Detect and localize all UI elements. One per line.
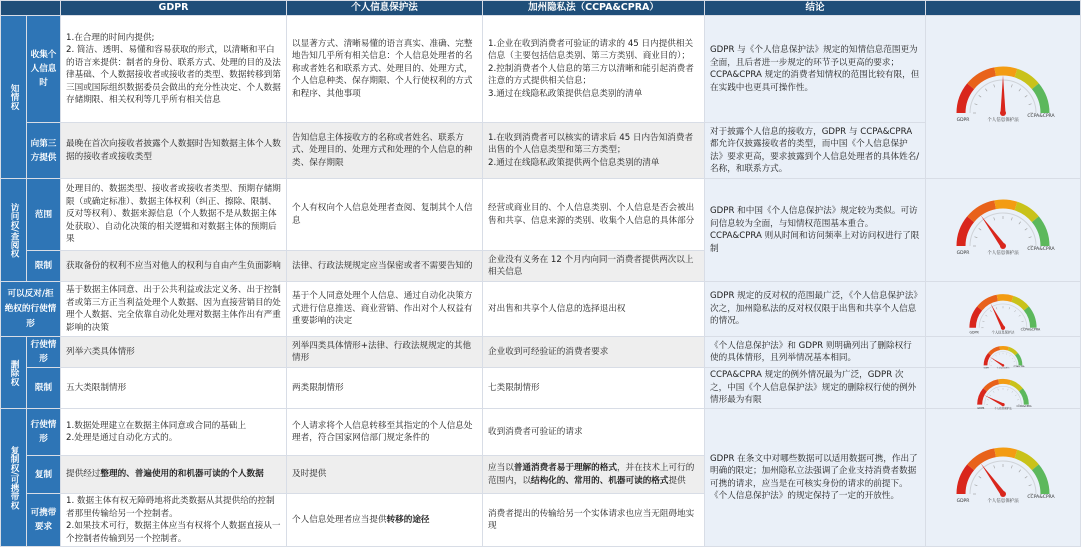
pipl-cell: 列举四类具体情形+法律、行政法规规定的其他情形 xyxy=(287,337,483,368)
gauge-tick xyxy=(1019,315,1021,316)
conclusion-cell: CCPA&CPRA 规定的例外情况最为广泛，GDPR 次之，中国《个人信息保护法》规定的删除权行使的例外情形最为有限 xyxy=(705,368,926,409)
pipl-cell: 两类限制情形 xyxy=(287,368,483,409)
gauge-tick xyxy=(1025,95,1027,97)
gauge-arc-segment xyxy=(1035,86,1045,113)
gdpr-cell xyxy=(61,456,287,494)
gdpr-cell: 获取备份的权利不应当对他人的权利与自由产生负面影响 xyxy=(61,251,287,282)
gauge-tick xyxy=(974,484,977,485)
gauge-tick xyxy=(1022,321,1024,322)
gdpr-cell: 1.数据处理建立在数据主体同意或合同的基础上 2.处理是通过自动化方式的。 xyxy=(61,409,287,456)
table-row xyxy=(1,337,1081,368)
gauge-tick xyxy=(985,315,987,316)
category-label: 访问权/查阅权 xyxy=(1,179,27,282)
gauge-tick xyxy=(1008,389,1009,391)
header-blank xyxy=(1,1,61,16)
gauge-tick xyxy=(994,465,995,468)
pipl-bold-text: 转移的途径 xyxy=(386,514,430,525)
gdpr-text: 提供经过 xyxy=(66,469,101,480)
pipl-cell: 个人请求将个人信息转移至其指定的个人信息处理者，符合国家网信部门规定条件的 xyxy=(287,409,483,456)
ccpa-text: 应当以 xyxy=(488,463,514,473)
gauge-label: GDPR xyxy=(956,251,970,256)
gauge-needle-hub xyxy=(1000,491,1006,497)
ccpa-cell: 消费者提出的传输给另一个实体请求也应当无阻碍地实现 xyxy=(483,494,705,547)
gauge-tick xyxy=(1009,307,1010,309)
gauge-label: GDPR xyxy=(969,330,979,335)
table-row xyxy=(1,179,1081,251)
gauge-arc-segment xyxy=(995,204,1016,206)
gdpr-cell: 基于数据主体同意、出于公共利益或法定义务、出于控制者或第三方正当利益处理个人数据、因为直接营销目的处理个人数据、完全依靠自动化处理对数据主体作出有严重影响的决策 xyxy=(61,282,287,337)
gauge-tick xyxy=(1010,355,1011,356)
gauge-label: CCPA&CPRA xyxy=(1027,114,1055,119)
conclusion-cell: GDPR 与《个人信息保护法》规定的知情信息范围更为全面，且后者进一步规定的环节予以更高的要求；CCPA&CPRA 规定的消费者知情权的范围比较有限，但在实践中也更具可操作性。 xyxy=(705,16,926,123)
gauge-arc-segment xyxy=(1016,354,1020,365)
gauge-tick xyxy=(1012,358,1013,359)
gauge-arc-segment xyxy=(971,452,995,466)
header-gdpr: GDPR xyxy=(61,1,287,16)
gauge-cell xyxy=(926,282,1081,337)
subrow-label: 复制 xyxy=(27,456,61,494)
gauge-tick xyxy=(1014,310,1015,312)
ccpa-cell: 经营或商业目的、个人信息类别、个人信息是否会被出售和共享、信息来源的类别、收集个人信息的具体部分 xyxy=(483,179,705,251)
table-row xyxy=(1,368,1081,409)
conclusion-cell: GDPR 和中国《个人信息保护法》规定较为类似。可访问信息较为全面，与知情权范围基本重合。CCPA&CPRA 则从时间和访问频率上对访问权进行了限制 xyxy=(705,179,926,282)
conclusion-cell: 对于披露个人信息的接收方，GDPR 与 CCPA&CPRA 都允许仅披露接收者的类型，而中国《个人信息保护法》要求更高，要求披露到个人信息处理者的具体姓名/名称，和联系方式。 xyxy=(705,123,926,179)
gdpr-cell: 列举六类具体情形 xyxy=(61,337,287,368)
gauge-arc-segment xyxy=(961,219,971,246)
gauge-arc-segment xyxy=(997,297,1012,298)
gauge-tick xyxy=(1019,89,1021,91)
pipl-cell: 以显著方式、清晰易懂的语言真实、准确、完整地告知几乎所有相关信息：个人信息处理者的名称或者姓名和联系方式、处理目的、处理方式，个人信息种类、保存期限、个人行使权利的方式和程序、其他事项 xyxy=(287,16,483,123)
gauge-chart xyxy=(953,368,1053,411)
gauge-arc-segment xyxy=(986,354,990,365)
gauge-label: GDPR xyxy=(977,407,985,411)
gauge-label: 个人信息保护法 xyxy=(987,498,1019,504)
ccpa-bold-text: 结构化的、常用的、机器可读的格式 xyxy=(530,475,669,486)
gauge-label: GDPR xyxy=(956,498,970,504)
gauge-tick xyxy=(1019,222,1021,224)
gauge-label: CCPA&CPRA xyxy=(1016,404,1032,408)
gauge-tick xyxy=(1017,400,1019,401)
gauge-arc-segment xyxy=(971,205,995,219)
gauge-tick xyxy=(1015,395,1016,396)
category-label: 删除权 xyxy=(1,337,27,409)
gauge-label: 个人信息保护法 xyxy=(991,330,1015,335)
pipl-cell xyxy=(287,494,483,547)
gauge-label: CCPA&CPRA xyxy=(1027,247,1055,252)
header-ccpa: 加州隐私法（CCPA&CPRA） xyxy=(483,1,705,16)
gauge-cell xyxy=(926,337,1081,368)
ccpa-cell: 七类限制情形 xyxy=(483,368,705,409)
gauge-tick xyxy=(996,307,997,309)
gauge-label: CCPA&CPRA xyxy=(1013,366,1025,368)
gauge-label: GDPR xyxy=(956,118,970,123)
gauge-arc-segment xyxy=(999,381,1011,382)
gauge-tick xyxy=(987,400,989,401)
gauge-tick xyxy=(979,228,981,230)
ccpa-cell: 收到消费者可验证的请求 xyxy=(483,409,705,456)
gauge-needle xyxy=(984,395,1003,406)
category-label: 可以反对/拒绝权的行使情形 xyxy=(1,282,61,337)
ccpa-cell: 1.企业在收到消费者可验证的请求的 45 日内提供相关信息（主要包括信息类别、第三方类别、商业目的）； 2.控制消费者个人信息的第三方以清晰和能引起消费者注意的方式提供相关信息； 3.通过在线隐私政策提供信息类别的清单 xyxy=(483,16,705,123)
gauge-tick xyxy=(974,237,977,238)
ccpa-text: 提供 xyxy=(668,475,686,486)
pipl-cell: 及时提供 xyxy=(287,456,483,494)
gauge-needle xyxy=(981,215,1005,247)
header-row xyxy=(1,1,1081,16)
gauge-arc-segment xyxy=(980,390,985,405)
ccpa-cell xyxy=(483,456,705,494)
gauge-arc-segment xyxy=(971,72,995,86)
gdpr-cell: 处理目的、数据类型、接收者或接收者类型、预期存储期限（或确定标准）、数据主体权利（纠正、擦除、限制、反对等权利）、数据来源信息（个人数据不是从数据主体处获取）、自动化决策的相关逻辑和对数据主体的预期后果 xyxy=(61,179,287,251)
ccpa-text: ，并在技术上可行的范围内，以 xyxy=(488,463,695,486)
gauge-chart xyxy=(943,51,1063,143)
conclusion-cell: GDPR 在条文中对哪些数据可以适用数据可携，作出了明确的限定；加州隐私立法强调了企业支持消费者数据可携的请求，应当是在可核实身份的请求的前提下。《个人信息保护法》的规定保持了一定的开放性。 xyxy=(705,409,926,547)
gauge-cell xyxy=(926,16,1081,179)
subrow-label: 向第三方提供 xyxy=(27,123,61,179)
gdpr-cell: 最晚在首次向接收者披露个人数据时告知数据主体个人数据的接收者或接收类型 xyxy=(61,123,287,179)
gauge-needle xyxy=(981,463,1005,495)
gauge-label: CCPA&CPRA xyxy=(1020,327,1041,332)
gdpr-cell: 五大类限制情形 xyxy=(61,368,287,409)
gauge-arc-segment xyxy=(973,308,980,327)
gauge-tick xyxy=(1019,469,1021,471)
subrow-label: 收集个人信息时 xyxy=(27,16,61,123)
gauge-tick xyxy=(993,391,994,392)
gauge-label: 个人信息保护法 xyxy=(996,367,1010,370)
gauge-tick xyxy=(990,395,991,396)
header-gauge xyxy=(926,1,1081,16)
pipl-cell: 告知信息主体接收方的名称或者姓名、联系方式、处理目的、处理方式和处理的个人信息的种类、保存期限 xyxy=(287,123,483,179)
gauge-needle xyxy=(990,357,1004,366)
gauge-needle-hub xyxy=(1000,243,1006,249)
ccpa-cell: 企业收到可经验证的消费者要求 xyxy=(483,337,705,368)
gauge-tick xyxy=(1025,228,1027,230)
gauge-chart xyxy=(953,283,1053,335)
gauge-arc-segment xyxy=(961,467,971,494)
category-label: 知情权 xyxy=(1,16,27,179)
gauge-needle-hub xyxy=(1000,110,1006,116)
gauge-arc-segment xyxy=(961,86,971,113)
table-row xyxy=(1,16,1081,123)
gauge-tick xyxy=(1011,84,1012,87)
table-row xyxy=(1,282,1081,337)
gauge-tick xyxy=(985,89,987,91)
pipl-cell: 个人有权向个人信息处理者查阅、复制其个人信息 xyxy=(287,179,483,251)
gdpr-cell: 1. 数据主体有权无障碍地将此类数据从其提供给的控制者那里传输给另一个控制者。 2.如果技术可行，数据主体应当有权将个人数据直接从一个控制者传输到另一个控制者。 xyxy=(61,494,287,547)
pipl-cell: 法律、行政法规规定应当保密或者不需要告知的 xyxy=(287,251,483,282)
gauge-arc-segment xyxy=(995,452,1016,454)
subrow-label: 限制 xyxy=(27,368,61,409)
gauge-chart xyxy=(943,184,1063,276)
gauge-arc-segment xyxy=(985,382,999,390)
gauge-tick xyxy=(998,389,999,391)
gauge-label: GDPR xyxy=(983,367,989,370)
gauge-tick xyxy=(1012,391,1013,392)
gauge-arc-segment xyxy=(990,348,1000,354)
ccpa-cell: 1.在收到消费者可以核实的请求后 45 日内告知消费者出售的个人信息类型和第三方类型； 2.通过在线隐私政策提供两个信息类别的清单 xyxy=(483,123,705,179)
gauge-tick xyxy=(994,217,995,220)
subrow-label: 可携带要求 xyxy=(27,494,61,547)
gauge-arc-segment xyxy=(1000,348,1009,349)
gauge-tick xyxy=(982,321,984,322)
pipl-text: 个人信息处理者应当提供 xyxy=(292,514,387,525)
ccpa-cell: 企业没有义务在 12 个月内向同一消费者提供两次以上相关信息 xyxy=(483,251,705,282)
gauge-needle-hub xyxy=(1001,403,1004,406)
gauge-tick xyxy=(1029,484,1032,485)
gauge-cell xyxy=(926,409,1081,547)
subrow-label: 行使情形 xyxy=(27,409,61,456)
gauge-tick xyxy=(1011,465,1012,468)
ccpa-bold-text: 普通消费者易于理解的格式 xyxy=(513,463,617,473)
gauge-arc-segment xyxy=(1035,219,1045,246)
gauge-tick xyxy=(979,95,981,97)
header-pipl: 个人信息保护法 xyxy=(287,1,483,16)
gauge-chart xyxy=(943,432,1063,524)
gauge-arc-segment xyxy=(995,71,1016,73)
gauge-tick xyxy=(979,476,981,478)
gauge-label: 个人信息保护法 xyxy=(994,407,1012,411)
gauge-tick xyxy=(996,355,997,356)
gauge-tick xyxy=(994,84,995,87)
gauge-tick xyxy=(1029,237,1032,238)
gauge-arc-segment xyxy=(1021,390,1026,405)
header-conclusion: 结论 xyxy=(705,1,926,16)
category-label: 复制权/可携带权 xyxy=(1,409,27,547)
gauge-tick xyxy=(1025,476,1027,478)
gauge-tick xyxy=(990,310,991,312)
gauge-label: 个人信息保护法 xyxy=(987,251,1019,256)
gauge-label: 个人信息保护法 xyxy=(987,118,1019,123)
gdpr-cell: 1.在合理的时间内提供; 2. 简洁、透明、易懂和容易获取的形式，以清晰和平白的语言来提供：制者的身份、联系方式、处理的目的及法律基础、个人数据接收者或接收者的类型、数据转移到第三国或国际组织数据委员会做出的充分性决定、个人数据存储期限、相关权利等几乎所有相关信息 xyxy=(61,16,287,123)
gauge-tick xyxy=(993,358,994,359)
gauge-label: CCPA&CPRA xyxy=(1027,494,1055,500)
table-row xyxy=(1,409,1081,456)
gauge-arc-segment xyxy=(1026,308,1033,327)
subrow-label: 范围 xyxy=(27,179,61,251)
gauge-cell xyxy=(926,179,1081,282)
gauge-tick xyxy=(1011,217,1012,220)
gauge-needle xyxy=(1001,75,1006,113)
pipl-cell: 基于个人同意处理个人信息、通过自动化决策方式进行信息推送、商业营销、作出对个人权益有重要影响的决定 xyxy=(287,282,483,337)
gauge-arc-segment xyxy=(980,298,998,308)
gauge-arc-segment xyxy=(1035,467,1045,494)
conclusion-cell: 《个人信息保护法》和 GDPR 则明确列出了删除权行使的具体情形，且列举情况基本相同。 xyxy=(705,337,926,368)
gauge-tick xyxy=(1029,104,1032,105)
table-row xyxy=(1,123,1081,179)
conclusion-cell: GDPR 规定的反对权的范围最广泛，《个人信息保护法》次之，加州隐私法的反对权仅限于出售和共享个人信息的情况。 xyxy=(705,282,926,337)
gauge-needle xyxy=(991,303,1005,328)
gdpr-bold-text: 整理的、普遍使用的和机器可读的个人数据 xyxy=(100,469,264,480)
ccpa-cell: 对出售和共享个人信息的选择退出权 xyxy=(483,282,705,337)
gauge-needle-hub xyxy=(1001,326,1005,330)
gauge-tick xyxy=(974,104,977,105)
gauge-cell xyxy=(926,368,1081,409)
gauge-needle-hub xyxy=(1002,364,1005,367)
gauge-chart xyxy=(958,337,1048,370)
subrow-label: 限制 xyxy=(27,251,61,282)
subrow-label: 行使情形 xyxy=(27,337,61,368)
